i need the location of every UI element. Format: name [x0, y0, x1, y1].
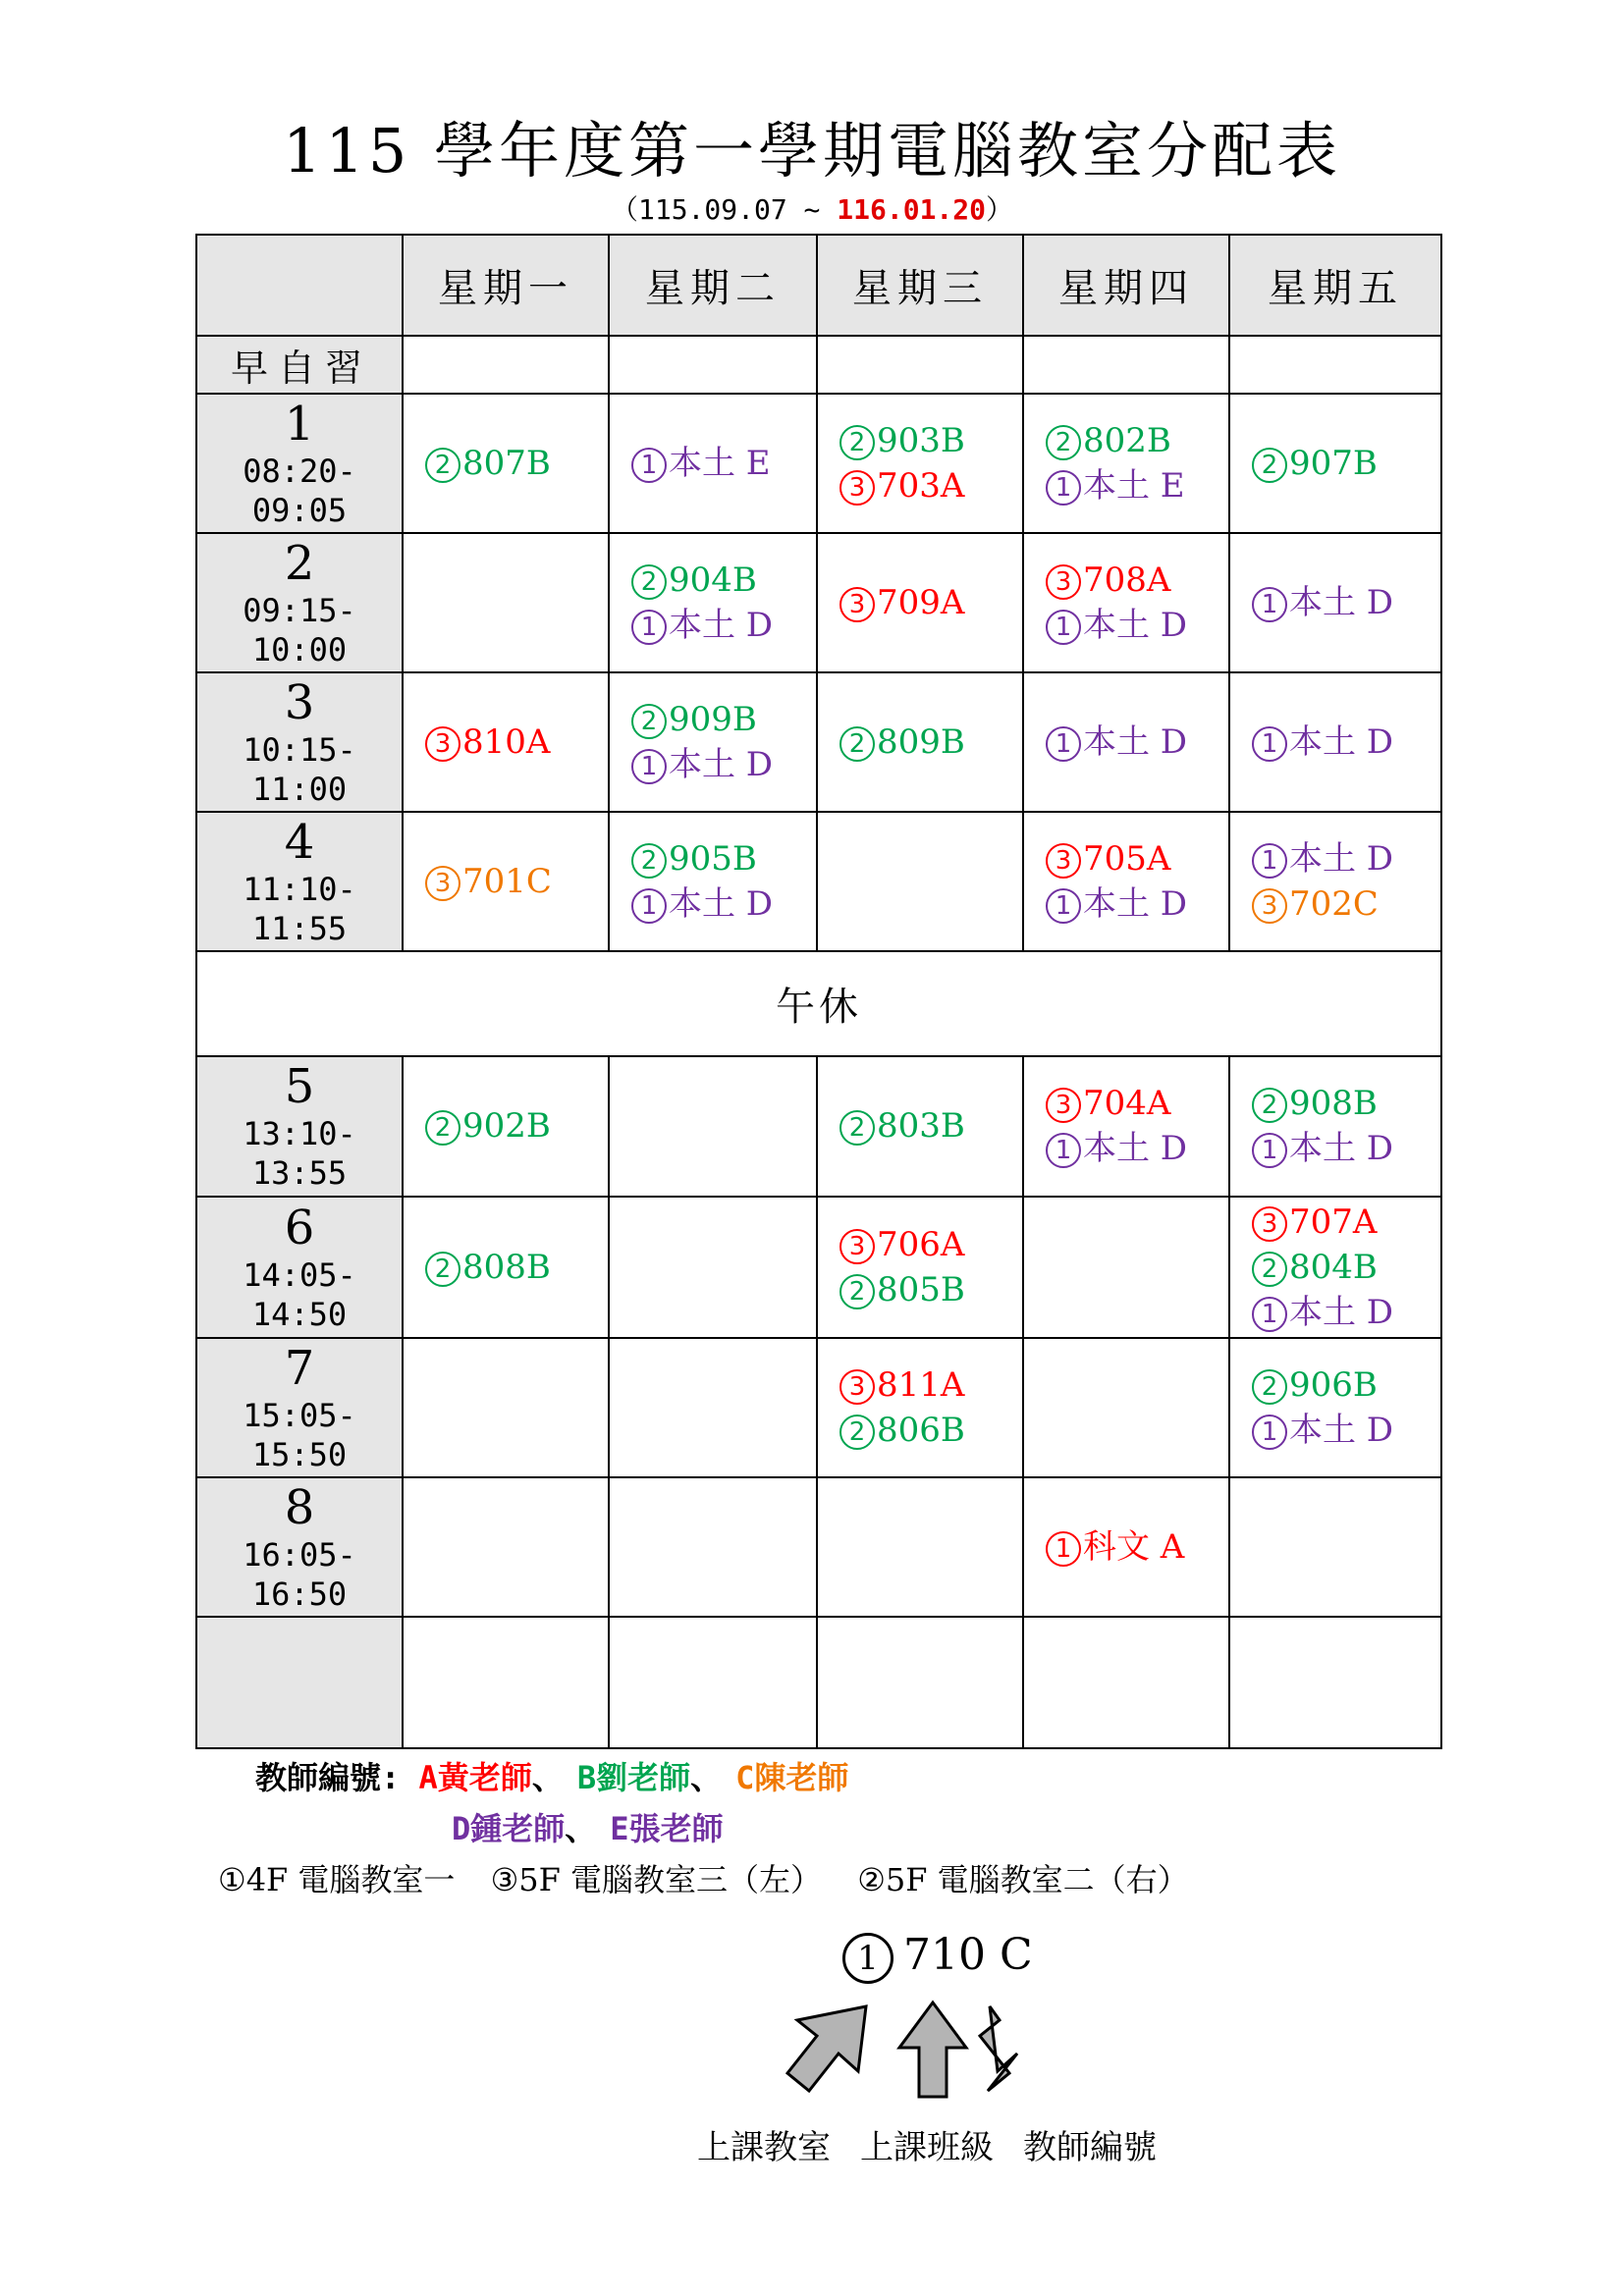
schedule-cell [1023, 812, 1229, 951]
arrow-right-icon [980, 2006, 1017, 2091]
schedule-cell [1229, 1338, 1441, 1477]
room-number-icon: 2 [1046, 425, 1081, 460]
schedule-cell [1023, 1056, 1229, 1196]
period-label [196, 394, 403, 533]
morning-label: 早自習 [196, 336, 403, 394]
class-code: 科文 A [1083, 1526, 1185, 1567]
room-number-icon: 2 [631, 843, 667, 879]
teacher-name: 黃老師 [437, 1759, 532, 1796]
schedule-cell [817, 394, 1023, 533]
room-number-icon: 3 [839, 470, 875, 506]
room-number-icon: 2 [839, 1415, 875, 1450]
schedule-cell [1229, 394, 1441, 533]
class-code: 909B [669, 700, 757, 740]
class-code: 本土 E [1083, 465, 1185, 506]
class-code: 806B [877, 1410, 965, 1450]
schedule-cell [1229, 1477, 1441, 1617]
room-number-icon: 1 [1252, 1133, 1287, 1168]
schedule-entry [839, 418, 1022, 463]
class-code: 902B [462, 1106, 551, 1147]
day-header: 星期五 [1229, 235, 1441, 336]
schedule-entry [839, 1222, 1022, 1267]
date-end: 116.01.20 [837, 193, 986, 226]
morning-cell [1229, 336, 1441, 394]
room-number-icon: 2 [1252, 1369, 1287, 1405]
schedule-entry [631, 742, 816, 787]
empty-label-cell [196, 1617, 403, 1748]
class-code: 906B [1289, 1364, 1378, 1405]
schedule-entry [1046, 603, 1228, 648]
schedule-entry [1252, 1408, 1440, 1453]
schedule-entry [1046, 720, 1228, 765]
schedule-entry [839, 1103, 1022, 1148]
schedule-entry [631, 697, 816, 742]
period-number: 8 [284, 1479, 315, 1535]
schedule-cell [1023, 1477, 1229, 1617]
room-number-icon: 1 [1046, 470, 1081, 506]
schedule-entry [1046, 558, 1228, 603]
class-code: 905B [669, 839, 757, 880]
class-code: 705A [1083, 839, 1171, 880]
room-number-icon: 3 [1252, 1206, 1287, 1242]
period-number: 6 [284, 1200, 315, 1255]
teacher-sep: 、 [690, 1759, 723, 1796]
schedule-entry [839, 720, 1022, 765]
room-number-icon: 2 [839, 1110, 875, 1146]
empty-cell [817, 1617, 1023, 1748]
room-number-icon: 3 [425, 726, 460, 762]
schedule-cell [403, 1338, 609, 1477]
schedule-entry [839, 463, 1022, 508]
room-legend-2: ②5F 電腦教室二（右） [857, 1861, 1189, 1898]
schedule-cell [609, 1477, 817, 1617]
teacher-name: 鍾老師 [470, 1810, 566, 1847]
date-sep: ~ [786, 193, 838, 226]
schedule-entry [1046, 1524, 1228, 1570]
schedule-entry [1252, 881, 1440, 927]
schedule-cell [1023, 533, 1229, 672]
room-number-icon: 3 [839, 1369, 875, 1405]
class-code: 本土 D [1289, 722, 1394, 763]
room-number-icon: 1 [1252, 1415, 1287, 1450]
schedule-cell [1229, 533, 1441, 672]
class-code: 802B [1083, 420, 1171, 460]
class-code: 908B [1289, 1084, 1378, 1124]
schedule-cell [1229, 1056, 1441, 1196]
class-code: 702C [1289, 884, 1379, 925]
room-number-icon: 1 [1046, 1133, 1081, 1168]
schedule-entry [425, 1103, 608, 1148]
class-code: 706A [877, 1224, 965, 1264]
schedule-entry [839, 1362, 1022, 1408]
class-code: 907B [1289, 443, 1378, 483]
class-code: 本土 D [669, 745, 774, 785]
room-number-icon: 1 [1252, 587, 1287, 622]
teacher-legend-item [577, 1759, 722, 1796]
class-code: 708A [1083, 560, 1171, 600]
schedule-cell [403, 1197, 609, 1338]
class-code: 本土 D [1083, 1129, 1188, 1169]
schedule-entry [1046, 836, 1228, 881]
teacher-name: 張老師 [628, 1810, 724, 1847]
room-number-icon: 2 [425, 448, 460, 483]
legend-label: 教師編號: [255, 1759, 401, 1796]
schedule-cell [609, 1197, 817, 1338]
room-number-icon: 3 [1252, 888, 1287, 924]
schedule-entry [425, 441, 608, 486]
room-number-icon: 1 [1046, 1531, 1081, 1567]
day-header: 星期三 [817, 235, 1023, 336]
class-code: 本土 D [1289, 1410, 1394, 1450]
explanation-arrows [776, 1993, 1031, 2120]
teacher-legend-item [419, 1759, 564, 1796]
lunch-row: 午休 [196, 951, 1441, 1056]
schedule-cell [403, 533, 609, 672]
schedule-cell [403, 812, 609, 951]
class-code: 709A [877, 582, 965, 622]
schedule-cell [817, 1477, 1023, 1617]
room-number-icon: 3 [425, 866, 460, 901]
schedule-entry [1252, 1290, 1440, 1335]
period-time: 11:10-11:55 [243, 871, 356, 948]
room-number-icon: 2 [1252, 448, 1287, 483]
schedule-entry [1046, 1081, 1228, 1126]
class-code: 804B [1289, 1247, 1378, 1287]
period-time: 16:05-16:50 [243, 1535, 356, 1613]
room-legend-3: ③5F 電腦教室三（左） [490, 1861, 823, 1898]
period-time: 15:05-15:50 [243, 1396, 356, 1473]
schedule-entry [1252, 1200, 1440, 1245]
class-code: 904B [669, 560, 757, 600]
schedule-entry [631, 836, 816, 881]
schedule-entry [1252, 441, 1440, 486]
class-code: 本土 D [669, 605, 774, 645]
room-number-icon: 2 [631, 564, 667, 600]
class-code: 808B [462, 1247, 551, 1287]
class-code: 707A [1289, 1201, 1378, 1242]
arrow-left-icon [787, 2006, 866, 2091]
morning-cell [609, 336, 817, 394]
class-code: 本土 E [669, 443, 771, 483]
room-number-icon: 2 [839, 425, 875, 460]
teacher-sep: 、 [565, 1810, 597, 1847]
schedule-cell [817, 1197, 1023, 1338]
class-code: 811A [877, 1364, 965, 1405]
schedule-cell [609, 1338, 817, 1477]
date-range: （115.09.07 ~ 116.01.20） [610, 193, 1014, 226]
corner-cell [196, 235, 403, 336]
period-label [196, 1056, 403, 1196]
label-room: 上課教室 [697, 2128, 831, 2167]
page-title: 115 學年度第一學期電腦教室分配表 [282, 115, 1342, 187]
period-label [196, 1338, 403, 1477]
schedule-entry [631, 558, 816, 603]
room-number-icon: 1 [631, 749, 667, 784]
class-code: 本土 D [1289, 1129, 1394, 1169]
class-code: 809B [877, 722, 965, 763]
schedule-cell [1229, 812, 1441, 951]
period-time: 09:15-10:00 [243, 591, 356, 668]
schedule-entry [1252, 1362, 1440, 1408]
room-number-icon: 1 [1252, 843, 1287, 879]
schedule-entry [839, 580, 1022, 625]
teacher-code: A [418, 1759, 438, 1796]
class-code: 本土 D [1083, 722, 1188, 763]
example-text: 710 C [903, 1930, 1033, 1980]
class-code: 本土 D [1289, 1292, 1394, 1332]
class-code: 803B [877, 1106, 965, 1147]
schedule-entry [1046, 463, 1228, 508]
example-entry [842, 1930, 1033, 1984]
schedule-table [195, 234, 1442, 1749]
schedule-cell [403, 394, 609, 533]
example-room-icon: 1 [842, 1933, 893, 1984]
schedule-cell [609, 533, 817, 672]
class-code: 703A [877, 465, 965, 506]
teacher-legend-line2 [452, 1804, 737, 1849]
schedule-cell [817, 533, 1023, 672]
schedule-cell [1023, 1338, 1229, 1477]
schedule-entry [1252, 720, 1440, 765]
schedule-cell [609, 1056, 817, 1196]
schedule-entry [1252, 1245, 1440, 1290]
class-code: 本土 D [669, 884, 774, 925]
schedule-entry [425, 859, 608, 904]
room-number-icon: 1 [631, 448, 667, 483]
morning-cell [817, 336, 1023, 394]
teacher-code: B [576, 1759, 597, 1796]
schedule-cell [817, 812, 1023, 951]
class-code: 701C [462, 862, 552, 902]
period-time: 14:05-14:50 [243, 1255, 356, 1333]
class-code: 本土 D [1289, 839, 1394, 880]
room-number-icon: 1 [1252, 1297, 1287, 1332]
morning-cell [403, 336, 609, 394]
period-time: 08:20-09:05 [243, 452, 356, 529]
teacher-code: E [610, 1810, 629, 1847]
room-number-icon: 1 [1046, 726, 1081, 762]
period-number: 5 [284, 1059, 315, 1115]
arrow-up-icon [899, 2002, 966, 2097]
room-number-icon: 1 [1046, 888, 1081, 924]
room-number-icon: 2 [1252, 1088, 1287, 1123]
schedule-entry [631, 603, 816, 648]
room-number-icon: 2 [631, 704, 667, 739]
period-label [196, 1197, 403, 1338]
schedule-entry [1252, 580, 1440, 625]
teacher-code: D [452, 1810, 471, 1847]
class-code: 807B [462, 443, 551, 483]
room-number-icon: 3 [1046, 843, 1081, 879]
schedule-entry [425, 1245, 608, 1290]
class-code: 805B [877, 1269, 965, 1309]
day-header: 星期二 [609, 235, 817, 336]
room-number-icon: 3 [839, 587, 875, 622]
schedule-cell [609, 812, 817, 951]
period-number: 4 [284, 815, 315, 871]
schedule-entry [1046, 881, 1228, 927]
teacher-legend-item [452, 1810, 596, 1847]
period-time: 13:10-13:55 [243, 1115, 356, 1193]
schedule-entry [1046, 418, 1228, 463]
period-time: 10:15-11:00 [243, 731, 356, 809]
schedule-cell [1023, 672, 1229, 812]
class-code: 704A [1083, 1084, 1171, 1124]
morning-cell [1023, 336, 1229, 394]
schedule-cell [403, 672, 609, 812]
schedule-entry [839, 1267, 1022, 1312]
teacher-legend-line1 [255, 1753, 862, 1798]
schedule-cell [1229, 1197, 1441, 1338]
period-label [196, 1477, 403, 1617]
day-header: 星期四 [1023, 235, 1229, 336]
schedule-cell [403, 1056, 609, 1196]
empty-cell [403, 1617, 609, 1748]
schedule-entry [425, 720, 608, 765]
period-label [196, 812, 403, 951]
schedule-cell [817, 1338, 1023, 1477]
period-number: 7 [284, 1340, 315, 1396]
teacher-name: 劉老師 [596, 1759, 691, 1796]
teacher-sep: 、 [531, 1759, 564, 1796]
room-number-icon: 2 [839, 1274, 875, 1309]
schedule-entry [1046, 1126, 1228, 1171]
schedule-cell [1023, 1197, 1229, 1338]
period-number: 3 [284, 675, 315, 731]
schedule-cell [1229, 672, 1441, 812]
room-number-icon: 3 [1046, 564, 1081, 600]
room-number-icon: 2 [839, 726, 875, 762]
class-code: 本土 D [1083, 884, 1188, 925]
schedule-cell [817, 1056, 1023, 1196]
schedule-cell [609, 394, 817, 533]
label-class: 上課班級 [860, 2128, 994, 2167]
room-number-icon: 1 [1046, 610, 1081, 645]
class-code: 810A [462, 722, 551, 763]
schedule-cell [817, 672, 1023, 812]
day-header: 星期一 [403, 235, 609, 336]
empty-cell [1229, 1617, 1441, 1748]
teacher-legend-item [735, 1759, 848, 1796]
period-label [196, 672, 403, 812]
class-code: 903B [877, 420, 965, 460]
date-start: 115.09.07 [637, 193, 787, 226]
period-number: 1 [284, 396, 315, 452]
schedule-entry [1252, 836, 1440, 881]
room-number-icon: 1 [631, 610, 667, 645]
schedule-entry [1252, 1081, 1440, 1126]
room-legend [218, 1855, 1215, 1900]
period-label [196, 533, 403, 672]
schedule-cell [1023, 394, 1229, 533]
teacher-legend-item [610, 1810, 723, 1847]
room-number-icon: 3 [1046, 1088, 1081, 1123]
class-code: 本土 D [1289, 582, 1394, 622]
empty-cell [1023, 1617, 1229, 1748]
room-number-icon: 3 [839, 1229, 875, 1264]
teacher-name: 陳老師 [754, 1759, 849, 1796]
room-number-icon: 1 [631, 888, 667, 924]
schedule-entry [839, 1408, 1022, 1453]
schedule-entry [631, 881, 816, 927]
schedule-cell [609, 672, 817, 812]
empty-cell [609, 1617, 817, 1748]
room-number-icon: 2 [425, 1110, 460, 1146]
room-number-icon: 1 [1252, 726, 1287, 762]
arrow-labels [697, 2120, 1186, 2168]
schedule-entry [1252, 1126, 1440, 1171]
room-legend-1: ①4F 電腦教室一 [218, 1861, 456, 1898]
schedule-cell [403, 1477, 609, 1617]
class-code: 本土 D [1083, 605, 1188, 645]
teacher-code: C [735, 1759, 755, 1796]
room-number-icon: 2 [425, 1252, 460, 1287]
label-teacher: 教師編號 [1023, 2128, 1157, 2167]
room-number-icon: 2 [1252, 1252, 1287, 1287]
period-number: 2 [284, 535, 315, 591]
schedule-entry [631, 441, 816, 486]
